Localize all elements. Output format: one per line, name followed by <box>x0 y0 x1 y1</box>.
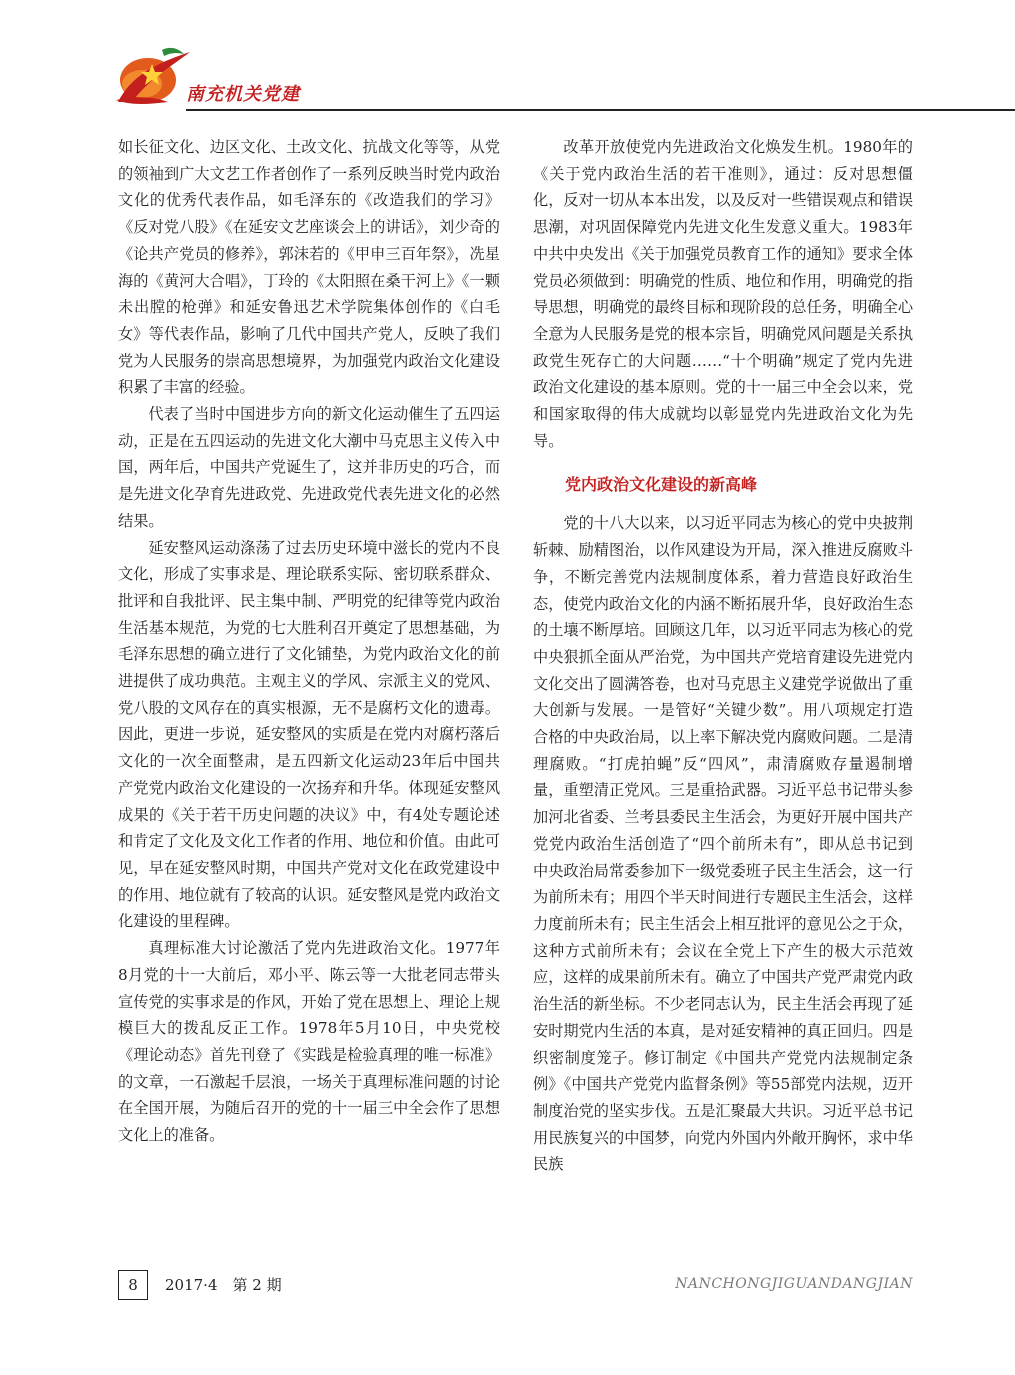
body-paragraph: 真理标准大讨论激活了党内先进政治文化。1977年8月党的十一大前后，邓小平、陈云等一大批老同志带头宣传党的实事求是的作风，开始了党在思想上、理论上规模巨大的拨乱反正工作。1978年5月10日，中央党校《理论动态》首先刊登了《实践是检验真理的唯一标准》的文章，一石激起千层浪，一场关于真理标准问题的讨论在全国开展，为随后召开的党的十一届三中全会作了思想文化上的准备。 <box>118 939 500 1145</box>
page-footer <box>0 1270 1015 1310</box>
journal-title: 南充机关党建 <box>186 84 300 105</box>
star-swoosh-logo-icon <box>112 44 192 110</box>
left-column <box>118 134 500 1149</box>
body-paragraph: 如长征文化、边区文化、土改文化、抗战文化等等，从党的领袖到广大文艺工作者创作了一系列反映当时党内政治文化的优秀代表作品，如毛泽东的《改造我们的学习》《反对党八股》《在延安文艺座谈会上的讲话》，刘少奇的《论共产党员的修养》，郭沫若的《甲申三百年祭》，冼星海的《黄河大合唱》，丁玲的《太阳照在桑干河上》《一颗未出膛的枪弹》和延安鲁迅艺术学院集体创作的《白毛女》等代表作品，影响了几代中国共产党人，反映了我们党为人民服务的崇高思想境界，为加强党内政治文化建设积累了丰富的经验。 <box>118 138 500 397</box>
journal-roman-name: NANCHONGJIGUANDANGJIAN <box>675 1276 913 1292</box>
section-heading: 党内政治文化建设的新高峰 <box>565 475 758 495</box>
body-paragraph: 党的十八大以来，以习近平同志为核心的党中央披荆斩棘、励精图治，以作风建设为开局，深入推进反腐败斗争，不断完善党内法规制度体系，着力营造良好政治生态，使党内政治文化的内涵不断拓展升华，良好政治生态的土壤不断厚培。回顾这几年，以习近平同志为核心的党中央狠抓全面从严治党，为中国共产党培育建设先进党内文化交出了圆满答卷，也对马克思主义建党学说做出了重大创新与发展。一是管好“关键少数”。用八项规定打造合格的中央政治局，以上率下解决党内腐败问题。二是清理腐败。“打虎拍蝇”反“四风”，肃清腐败存量遏制增量，重塑清正党风。三是重拾武器。习近平总书记带头参加河北省委、兰考县委民主生活会，为更好开展中国共产党党内政治生活创造了“四个前所未有”，即从总书记到中央政治局常委参加下一级党委班子民主生活会，这一行为前所未有；用四个半天时间进行专题民主生活会，这样力度前所未有；民主生活会上相互批评的意见公之于众，这种方式前所未有；会议在全党上下产生的极大示范效应，这样的成果前所未有。确立了中国共产党严肃党内政治生活的新坐标。不少老同志认为，民主生活会再现了延安时期党内生活的本真，是对延安精神的真正回归。四是织密制度笼子。修订制定《中国共产党党内法规制定条例》《中国共产党党内监督条例》等55部党内法规，迈开制度治党的坚实步伐。五是汇聚最大共识。习近平总书记用民族复兴的中国梦，向党内外国内外敞开胸怀，求中华民族 <box>533 514 913 1174</box>
right-column <box>533 134 913 1178</box>
page-number: 8 <box>118 1270 148 1300</box>
issue-label: 2017·4 第 2 期 <box>165 1276 282 1294</box>
body-paragraph: 代表了当时中国进步方向的新文化运动催生了五四运动，正是在五四运动的先进文化大潮中马克思主义传入中国，两年后，中国共产党诞生了，这并非历史的巧合，而是先进文化孕育先进政党、先进政党代表先进文化的必然结果。 <box>118 405 500 530</box>
page-header <box>0 0 1015 120</box>
header-rule <box>186 109 1015 111</box>
body-paragraph: 改革开放使党内先进政治文化焕发生机。1980年的《关于党内政治生活的若干准则》，通过：反对思想僵化，反对一切从本本出发，以及反对一些错误观点和错误思潮，对巩固保障党内先进文化生发意义重大。1983年中共中央发出《关于加强党员教育工作的通知》要求全体党员必须做到：明确党的性质、地位和作用，明确党的指导思想，明确党的最终目标和现阶段的总任务，明确全心全意为人民服务是党的根本宗旨，明确党风问题是关系执政党生死存亡的大问题……“十个明确”规定了党内先进政治文化建设的基本原则。党的十一届三中全会以来，党和国家取得的伟大成就均以彰显党内先进政治文化为先导。 <box>533 138 913 450</box>
body-paragraph: 延安整风运动涤荡了过去历史环境中滋长的党内不良文化，形成了实事求是、理论联系实际、密切联系群众、批评和自我批评、民主集中制、严明党的纪律等党内政治生活基本规范，为党的七大胜利召开奠定了思想基础，为毛泽东思想的确立进行了文化铺垫，为党内政治文化的前进提供了成功典范。主观主义的学风、宗派主义的党风、党八股的文风存在的真实根源，无不是腐朽文化的遗毒。因此，更进一步说，延安整风的实质是在党内对腐朽落后文化的一次全面整肃，是五四新文化运动23年后中国共产党党内政治文化建设的一次扬弃和升华。体现延安整风成果的《关于若干历史问题的决议》中，有4处专题论述和肯定了文化及文化工作者的作用、地位和价值。由此可见，早在延安整风时期，中国共产党对文化在政党建设中的作用、地位就有了较高的认识。延安整风是党内政治文化建设的里程碑。 <box>118 538 500 931</box>
